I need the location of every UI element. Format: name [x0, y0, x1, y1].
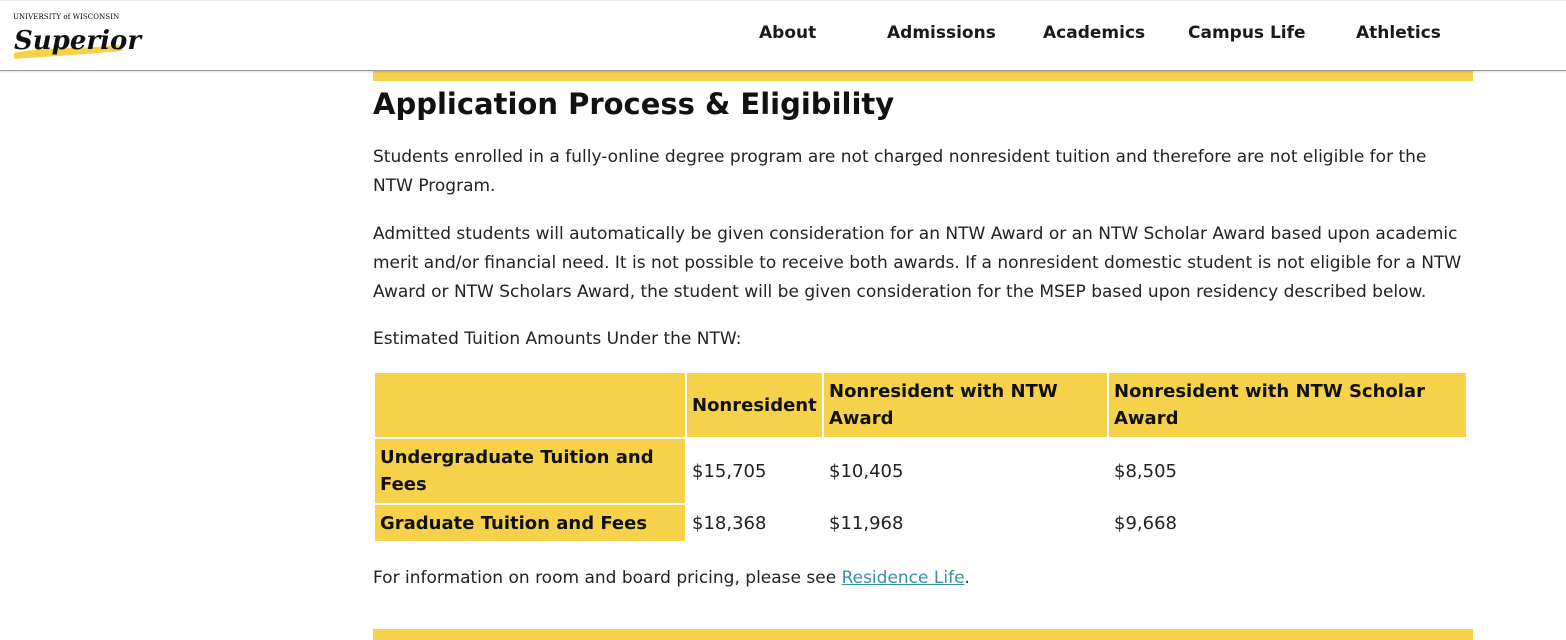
table-cell: $9,668 [1109, 505, 1466, 541]
tuition-table [373, 371, 1468, 543]
accent-bar-top [373, 71, 1473, 81]
site-header [0, 0, 1566, 71]
table-row-label: Undergraduate Tuition and Fees [375, 439, 685, 503]
accent-bar-bottom [373, 629, 1473, 640]
table-header-empty [375, 373, 685, 437]
table-row-label: Graduate Tuition and Fees [375, 505, 685, 541]
paragraph-award-consideration: Admitted students will automatically be given consideration for an NTW Award or an NTW Scholar Award based upon academic merit and/or financial need. It is not possible to receive both awards. If a nonresident domestic student is not eligible for a NTW Award or NTW Scholars Award, the student will be given consideration for the MSEP based upon residency described below. [373, 224, 1462, 302]
table-cell: $11,968 [824, 505, 1107, 541]
table-header-ntw-scholar-award: Nonresident with NTW Scholar Award [1109, 373, 1466, 437]
table-header-ntw-award: Nonresident with NTW Award [824, 373, 1107, 437]
nav-campus-life[interactable]: Campus Life [1188, 23, 1306, 43]
logo-wordmark-graphic [10, 19, 142, 63]
table-cell: $15,705 [687, 439, 822, 503]
university-logo[interactable] [10, 13, 142, 61]
nav-athletics[interactable]: Athletics [1356, 23, 1441, 43]
paragraph-room-board [373, 564, 1463, 593]
table-row [375, 439, 1466, 503]
table-row [375, 505, 1466, 541]
table-cell: $10,405 [824, 439, 1107, 503]
paragraph-online-eligibility: Students enrolled in a fully-online degree program are not charged nonresident tuition and therefore are not eligible for the NTW Program. [373, 147, 1427, 196]
logo-top-text: UNIVERSITY of WISCONSIN [13, 13, 120, 21]
room-board-text-end: . [964, 568, 970, 588]
nav-academics[interactable]: Academics [1043, 23, 1146, 43]
main-content [373, 84, 1473, 588]
table-header-row [375, 373, 1466, 437]
table-cell: $18,368 [687, 505, 822, 541]
room-board-text: For information on room and board pricing, please see [373, 568, 842, 588]
nav-about[interactable]: About [759, 23, 817, 43]
table-cell: $8,505 [1109, 439, 1466, 503]
page-title: Application Process & Eligibility [373, 87, 895, 121]
logo-wordmark: Superior [14, 26, 142, 56]
nav-admissions[interactable]: Admissions [887, 23, 996, 43]
table-header-nonresident: Nonresident [687, 373, 822, 437]
paragraph-estimated-tuition: Estimated Tuition Amounts Under the NTW: [373, 329, 742, 349]
residence-life-link[interactable]: Residence Life [841, 568, 965, 588]
